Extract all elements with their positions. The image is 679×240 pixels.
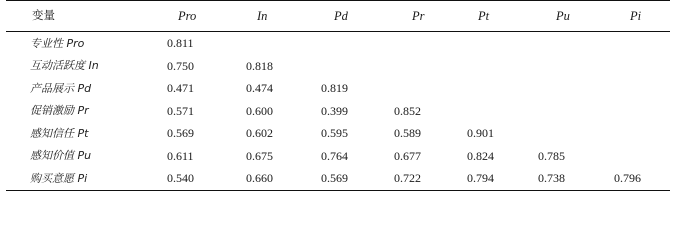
table-cell: 0.818 bbox=[246, 58, 273, 73]
table-cell: 0.474 bbox=[246, 81, 273, 96]
table-cell: 0.399 bbox=[321, 103, 348, 118]
table-cell: 0.764 bbox=[321, 148, 348, 163]
table-cell: 0.722 bbox=[394, 171, 421, 186]
table-cell bbox=[614, 77, 670, 100]
table-cell bbox=[614, 122, 670, 145]
header-pd: Pd bbox=[334, 8, 348, 23]
table-cell bbox=[538, 100, 614, 123]
table-cell: 0.602 bbox=[246, 126, 273, 141]
table-cell: 0.595 bbox=[321, 126, 348, 141]
table-cell bbox=[239, 32, 316, 55]
table-cell: 0.824 bbox=[467, 148, 494, 163]
table-cell bbox=[614, 100, 670, 123]
table-cell bbox=[614, 145, 670, 168]
row-label: 互动活跃度 In bbox=[30, 59, 99, 73]
table-cell bbox=[538, 32, 614, 55]
row-label: 产品展示 Pd bbox=[30, 81, 92, 95]
table-cell: 0.819 bbox=[321, 81, 348, 96]
table-cell: 0.852 bbox=[394, 103, 421, 118]
table-cell bbox=[538, 77, 614, 100]
table-row bbox=[6, 32, 670, 55]
table-cell: 0.794 bbox=[467, 171, 494, 186]
discriminant-validity-table bbox=[6, 0, 670, 191]
table-cell: 0.571 bbox=[167, 103, 194, 118]
table-cell: 0.811 bbox=[167, 36, 194, 51]
table-cell: 0.677 bbox=[394, 148, 421, 163]
table-row bbox=[6, 167, 670, 190]
table-row bbox=[6, 100, 670, 123]
table-cell bbox=[316, 55, 392, 78]
table-cell: 0.569 bbox=[167, 126, 194, 141]
table-cell bbox=[464, 32, 538, 55]
table-cell: 0.660 bbox=[246, 171, 273, 186]
table-cell: 0.675 bbox=[246, 148, 273, 163]
table-row bbox=[6, 122, 670, 145]
table-cell: 0.738 bbox=[538, 171, 565, 186]
table-row bbox=[6, 77, 670, 100]
header-pt: Pt bbox=[478, 8, 490, 23]
table-cell: 0.540 bbox=[167, 171, 194, 186]
row-label: 专业性 Pro bbox=[30, 36, 85, 50]
header-pi: Pi bbox=[630, 8, 642, 23]
header-pro: Pro bbox=[178, 8, 197, 23]
row-label: 促销激励 Pr bbox=[30, 104, 89, 118]
table-cell bbox=[464, 100, 538, 123]
table-cell bbox=[316, 32, 392, 55]
table-cell: 0.750 bbox=[167, 58, 194, 73]
row-label: 感知信任 Pt bbox=[30, 126, 89, 140]
table-cell: 0.611 bbox=[167, 148, 194, 163]
header-pr: Pr bbox=[412, 8, 425, 23]
row-label: 购买意愿 Pi bbox=[30, 171, 88, 185]
table-cell bbox=[538, 55, 614, 78]
table-cell: 0.569 bbox=[321, 171, 348, 186]
table-cell bbox=[538, 122, 614, 145]
table-header-row bbox=[6, 1, 670, 32]
table-cell: 0.589 bbox=[394, 126, 421, 141]
row-label: 感知价值 Pu bbox=[30, 149, 92, 163]
table-cell: 0.796 bbox=[614, 171, 641, 186]
table-cell bbox=[464, 77, 538, 100]
correlation-table-container bbox=[6, 0, 670, 191]
table-cell bbox=[392, 32, 464, 55]
table-cell: 0.901 bbox=[467, 126, 494, 141]
table-cell bbox=[614, 55, 670, 78]
table-cell bbox=[392, 55, 464, 78]
table-cell: 0.471 bbox=[167, 81, 194, 96]
table-cell bbox=[464, 55, 538, 78]
table-cell: 0.600 bbox=[246, 103, 273, 118]
table-row bbox=[6, 145, 670, 168]
header-pu: Pu bbox=[556, 8, 570, 23]
header-variable: 变量 bbox=[32, 8, 55, 23]
table-cell bbox=[392, 77, 464, 100]
table-cell bbox=[614, 32, 670, 55]
table-row bbox=[6, 55, 670, 78]
header-in: In bbox=[257, 8, 268, 23]
table-cell: 0.785 bbox=[538, 148, 565, 163]
